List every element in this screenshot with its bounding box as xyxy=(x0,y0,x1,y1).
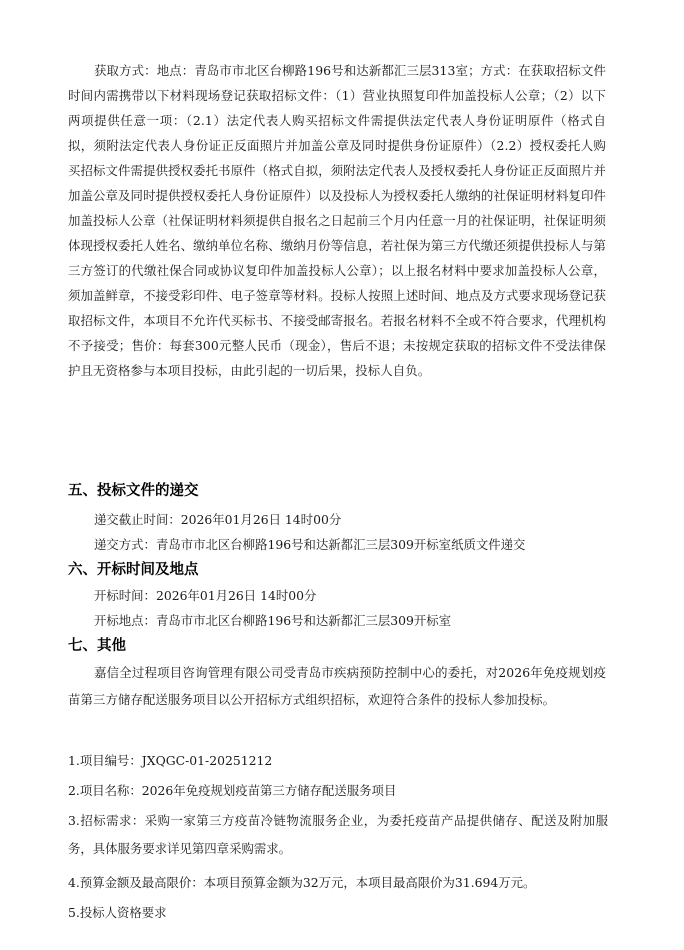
section-5-heading: 五、投标文件的递交 xyxy=(68,483,199,499)
section-6-heading: 六、开标时间及地点 xyxy=(68,562,199,578)
submission-method: 递交方式：青岛市市北区台柳路196号和达新都汇三层309开标室纸质文件递交 xyxy=(94,537,526,552)
opening-time: 开标时间：2026年01月26日 14时00分 xyxy=(94,588,317,603)
other-intro-paragraph: 嘉信全过程项目咨询管理有限公司受青岛市疾病预防控制中心的委托，对2026年免疫规划疫苗第三方储存配送服务项目以公开招标方式组织招标，欢迎符合条件的投标人参加投标。 xyxy=(68,665,606,707)
acquisition-method-paragraph: 获取方式：地点：青岛市市北区台柳路196号和达新都汇三层313室；方式：在获取招标文件时间内需携带以下材料现场登记获取招标文件：（1）营业执照复印件加盖投标人公章；（2）以下两项提供任意一项：（2.1）法定代表人购买招标文件需提供法定代表人身份证明原件（格式自拟，须附法定代表人身份证正反面照片并加盖公章及同时提供身份证原件）（2.2）授权委托人购买招标文件需提供授权委托书原件（格式自拟，须附法定代表人及授权委托人身份证正反面照片并加盖公章及同时提供授权委托人身份证原件）以及投标人为授权委托人缴纳的社保证明材料复印件加盖投标人公章（社保证明材料须提供自报名之日起前三个月内任意一月的社保证明，社保证明须体现授权委托人姓名、缴纳单位名称、缴纳月份等信息，若社保为第三方代缴还须提供投标人与第三方签订的代缴社保合同或协议复印件加盖投标人公章）；以上报名材料中要求加盖投标人公章，须加盖鲜章，不接受彩印件、电子签章等材料。投标人按照上述时间、地点及方式要求现场登记获取招标文件，本项目不允许代买标书、不接受邮寄报名。若报名材料不全或不符合要求，代理机构不予接受；售价：每套300元整人民币（现金），售后不退；未按规定获取的招标文件不受法律保护且无资格参与本项目投标，由此引起的一切后果，投标人自负。 xyxy=(68,63,606,378)
item-qualification: 5.投标人资格要求 xyxy=(68,905,167,920)
item-project-number: 1.项目编号：JXQGC-01-20251212 xyxy=(68,753,273,768)
item-budget: 4.预算金额及最高限价：本项目预算金额为32万元，本项目最高限价为31.694万元。 xyxy=(68,875,536,890)
section-7-heading: 七、其他 xyxy=(68,638,126,654)
submission-deadline: 递交截止时间：2026年01月26日 14时00分 xyxy=(94,512,342,527)
item-project-name: 2.项目名称：2026年免疫规划疫苗第三方储存配送服务项目 xyxy=(68,783,397,798)
item-tender-requirements: 3.招标需求：采购一家第三方疫苗冷链物流服务企业，为委托疫苗产品提供储存、配送及附加服务，具体服务要求详见第四章采购需求。 xyxy=(68,813,608,856)
opening-place: 开标地点：青岛市市北区台柳路196号和达新都汇三层309开标室 xyxy=(94,613,452,628)
